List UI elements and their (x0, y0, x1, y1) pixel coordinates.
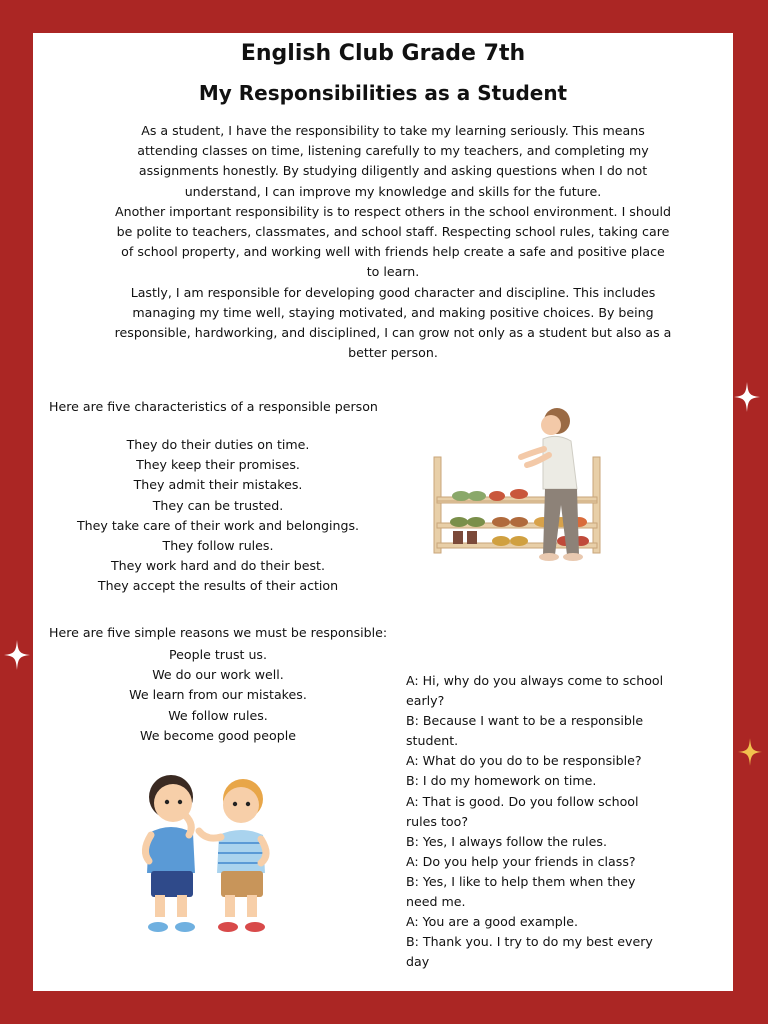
list-item: They work hard and do their best. (110, 558, 325, 574)
list-item: We follow rules. (168, 707, 268, 723)
list-item: We do our work well. (152, 667, 284, 683)
reasons-list (49, 645, 387, 746)
page-subtitle: My Responsibilities as a Student (198, 81, 568, 105)
dialogue-line: B: I do my homework on time. (406, 773, 597, 789)
list-item: We learn from our mistakes. (129, 687, 307, 703)
list-item: They admit their mistakes. (133, 477, 303, 493)
list-item: They can be trusted. (152, 497, 284, 513)
dialogue-line: B: Because I want to be a responsible student. (406, 713, 644, 749)
intro-paragraph: Another important responsibility is to respect others in the school environment. I should be polite to teachers, classmates, and school staff. Respecting school rules, taking care of school property, and working well with friends help create a safe and positive place to learn. (114, 203, 672, 280)
sparkle-icon (734, 382, 760, 412)
list-item: People trust us. (169, 647, 267, 662)
sparkle-icon (4, 640, 30, 670)
dialogue-list (406, 671, 668, 972)
dialogue-line: A: What do you do to be responsible? (406, 753, 642, 769)
dialogue-line: B: Thank you. I try to do my best every day (406, 934, 653, 970)
dialogue-line: A: That is good. Do you follow school rules too? (406, 793, 639, 829)
child-shoe-rack-illustration (431, 405, 607, 563)
characteristics-heading: Here are five characteristics of a responsible person (49, 399, 378, 414)
document-page (33, 33, 733, 991)
sparkle-icon (738, 738, 762, 766)
intro-paragraph: Lastly, I am responsible for developing good character and discipline. This includes managing my time well, staying motivated, and making positive choices. By being responsible, hardworking, and disciplined, I can grow not only as a student but also as a better person. (114, 284, 672, 361)
two-kids-talking-illustration (133, 769, 283, 935)
intro-paragraph: As a student, I have the responsibility to take my learning seriously. This means attending classes on time, listening carefully to my teachers, and completing my assignments honestly. By studying diligently and asking questions when I do not understand, I can improve my knowledge and skills for the future. (137, 123, 649, 199)
dialogue-line: B: Yes, I like to help them when they need me. (406, 873, 636, 910)
list-item: They follow rules. (162, 538, 274, 554)
list-item: They take care of their work and belongings. (76, 517, 360, 533)
characteristics-list (49, 435, 387, 597)
dialogue-line: A: Hi, why do you always come to school early? (406, 673, 664, 709)
dialogue-line: A: You are a good example. (406, 914, 579, 930)
page-title: English Club Grade 7th (240, 41, 526, 66)
dialogue-line: B: Yes, I always follow the rules. (406, 833, 607, 849)
reasons-heading: Here are five simple reasons we must be responsible: (49, 625, 388, 640)
list-item: They do their duties on time. (126, 437, 310, 452)
list-item: They keep their promises. (136, 457, 300, 473)
dialogue-line: A: Do you help your friends in class? (406, 853, 636, 869)
list-item: We become good people (140, 727, 296, 743)
intro-text (113, 121, 673, 363)
list-item: They accept the results of their action (97, 578, 339, 594)
